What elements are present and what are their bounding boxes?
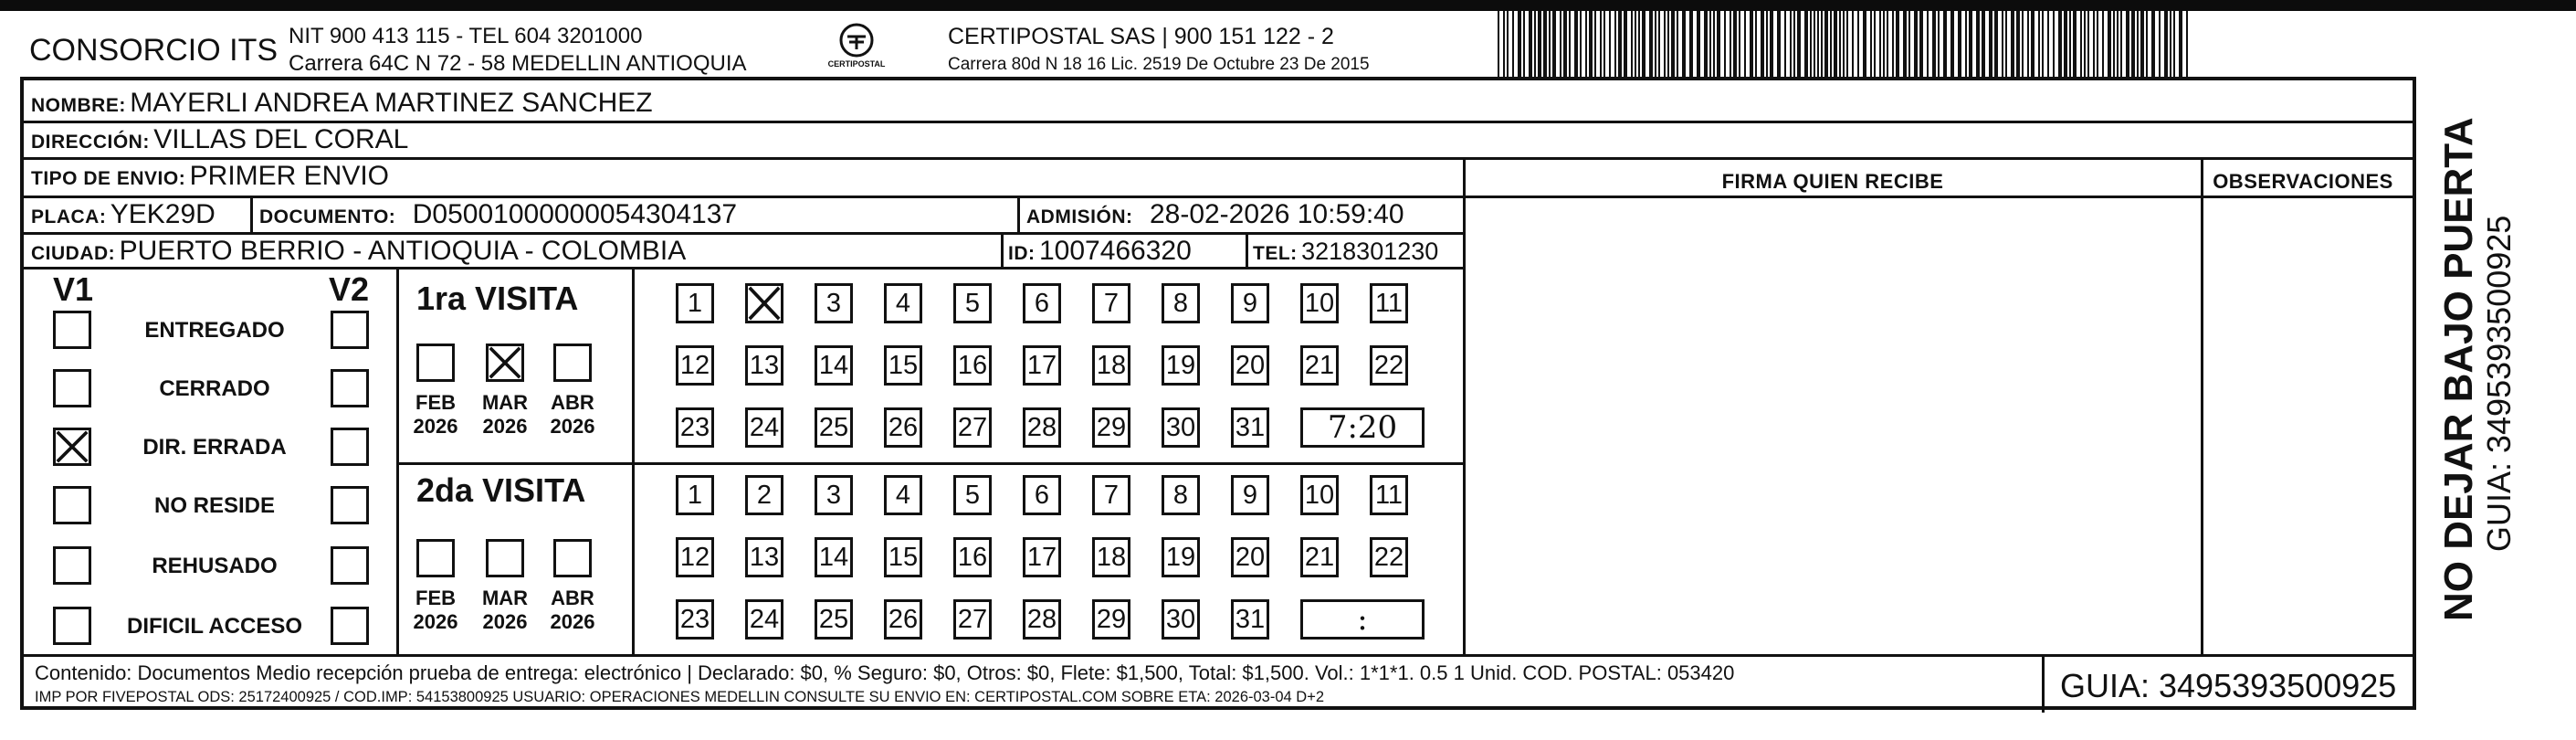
name-value: MAYERLI ANDREA MARTINEZ SANCHEZ bbox=[130, 88, 653, 118]
v1-checkbox[interactable] bbox=[53, 428, 91, 466]
day-box[interactable] bbox=[745, 283, 783, 323]
admission-value: 28-02-2026 10:59:40 bbox=[1149, 199, 1404, 229]
day-box[interactable]: 4 bbox=[884, 475, 922, 515]
day-box[interactable]: 3 bbox=[815, 475, 853, 515]
side-guia: GUIA: 3495393500925 bbox=[2480, 215, 2518, 552]
v1-header: V1 bbox=[53, 270, 94, 308]
day-box[interactable]: 16 bbox=[953, 537, 992, 577]
day-box[interactable]: 6 bbox=[1023, 283, 1061, 323]
month-label: FEB 2026 bbox=[413, 587, 458, 633]
day-box[interactable]: 14 bbox=[815, 537, 853, 577]
month-checkbox[interactable] bbox=[553, 344, 592, 382]
day-box[interactable]: 27 bbox=[953, 407, 992, 448]
day-box[interactable]: 15 bbox=[884, 345, 922, 386]
visit2-title: 2da VISITA bbox=[416, 471, 586, 509]
month-checkbox[interactable] bbox=[486, 539, 524, 577]
city-cell bbox=[31, 236, 686, 267]
day-box[interactable]: 5 bbox=[953, 475, 992, 515]
day-box[interactable]: 15 bbox=[884, 537, 922, 577]
logo-text: CERTIPOSTAL bbox=[827, 59, 886, 69]
footer-contents-line: Contenido: Documentos Medio recepción prueba de entrega: electrónico | Declarado: $0, % Seguro: $0, Otros: $0, Flete: $1,500, Total: $1,500. Vol.: 1*1*1. 0.5 1 Unid. COD. POSTAL: 053420 bbox=[35, 661, 1735, 684]
shipping-type-row bbox=[31, 161, 389, 192]
company-address-line: Carrera 64C N 72 - 58 MEDELLIN ANTIOQUIA bbox=[289, 51, 747, 76]
status-label: REHUSADO bbox=[152, 554, 278, 578]
day-box[interactable]: 7 bbox=[1092, 283, 1130, 323]
status-label: DIFICIL ACCESO bbox=[126, 614, 302, 639]
time-box[interactable]: 7:20 bbox=[1300, 407, 1425, 448]
month-checkbox[interactable] bbox=[486, 344, 524, 382]
v1-checkbox[interactable] bbox=[53, 369, 91, 407]
day-box[interactable]: 7 bbox=[1092, 475, 1130, 515]
name-label: NOMBRE: bbox=[31, 95, 126, 116]
day-box[interactable]: 13 bbox=[745, 345, 783, 386]
status-label: CERRADO bbox=[159, 376, 270, 401]
day-box[interactable]: 17 bbox=[1023, 345, 1061, 386]
city-label: CIUDAD: bbox=[31, 243, 116, 264]
check-mark-icon bbox=[489, 346, 521, 379]
day-box[interactable]: 31 bbox=[1231, 407, 1269, 448]
day-box[interactable]: 23 bbox=[676, 407, 714, 448]
carrier-line: CERTIPOSTAL SAS | 900 151 122 - 2 bbox=[948, 24, 1334, 49]
check-mark-icon bbox=[56, 430, 89, 463]
v2-checkbox[interactable] bbox=[331, 369, 369, 407]
day-box[interactable]: 9 bbox=[1231, 475, 1269, 515]
plate-label: PLACA: bbox=[31, 206, 107, 227]
month-label: FEB 2026 bbox=[413, 391, 458, 438]
scan-edge-bar bbox=[0, 0, 2576, 11]
day-box[interactable]: 4 bbox=[884, 283, 922, 323]
observations-area[interactable] bbox=[2204, 199, 2413, 652]
shipping-type-value: PRIMER ENVIO bbox=[189, 161, 390, 191]
month-label: ABR 2026 bbox=[550, 587, 595, 633]
day-box[interactable]: 9 bbox=[1231, 283, 1269, 323]
barcode bbox=[1498, 11, 2192, 82]
signature-header: FIRMA QUIEN RECIBE bbox=[1721, 170, 1944, 193]
day-box[interactable]: 6 bbox=[1023, 475, 1061, 515]
signature-area[interactable] bbox=[1467, 199, 2199, 652]
side-warning: NO DEJAR BAJO PUERTA bbox=[2436, 117, 2481, 621]
month-checkbox[interactable] bbox=[416, 344, 455, 382]
day-box[interactable]: 27 bbox=[953, 599, 992, 640]
day-box[interactable]: 20 bbox=[1231, 345, 1269, 386]
day-box[interactable]: 29 bbox=[1092, 407, 1130, 448]
v1-checkbox[interactable] bbox=[53, 311, 91, 349]
v1-checkbox[interactable] bbox=[53, 607, 91, 645]
document-label: DOCUMENTO: bbox=[259, 206, 396, 227]
status-label: DIR. ERRADA bbox=[142, 435, 287, 460]
day-box[interactable]: 13 bbox=[745, 537, 783, 577]
address-value: VILLAS DEL CORAL bbox=[153, 124, 409, 154]
day-box[interactable]: 8 bbox=[1162, 475, 1200, 515]
status-label: NO RESIDE bbox=[153, 493, 276, 518]
month-checkbox[interactable] bbox=[416, 539, 455, 577]
day-box[interactable]: 26 bbox=[884, 599, 922, 640]
day-box[interactable]: 8 bbox=[1162, 283, 1200, 323]
day-box[interactable]: 24 bbox=[745, 407, 783, 448]
shipping-type-label: TIPO DE ENVIO: bbox=[31, 168, 186, 189]
day-box[interactable]: 10 bbox=[1300, 283, 1339, 323]
check-mark-icon bbox=[748, 286, 781, 321]
day-box[interactable]: 22 bbox=[1370, 537, 1408, 577]
day-box[interactable]: 28 bbox=[1023, 407, 1061, 448]
certipostal-logo-icon bbox=[836, 22, 877, 58]
day-box[interactable]: 1 bbox=[676, 283, 714, 323]
day-box[interactable]: 18 bbox=[1092, 345, 1130, 386]
admission-label: ADMISIÓN: bbox=[1026, 206, 1133, 227]
day-box[interactable]: 19 bbox=[1162, 345, 1200, 386]
day-box[interactable]: 26 bbox=[884, 407, 922, 448]
day-box[interactable]: 11 bbox=[1370, 283, 1408, 323]
day-box[interactable]: 22 bbox=[1370, 345, 1408, 386]
v2-checkbox[interactable] bbox=[331, 607, 369, 645]
v1-checkbox[interactable] bbox=[53, 486, 91, 524]
day-box[interactable]: 21 bbox=[1300, 345, 1339, 386]
name-row bbox=[31, 88, 653, 119]
day-box[interactable]: 21 bbox=[1300, 537, 1339, 577]
day-box[interactable]: 30 bbox=[1162, 599, 1200, 640]
day-box[interactable]: 23 bbox=[676, 599, 714, 640]
day-box[interactable]: 2 bbox=[745, 475, 783, 515]
tel-label: TEL: bbox=[1253, 243, 1298, 264]
status-label: ENTREGADO bbox=[144, 318, 285, 343]
day-box[interactable]: 5 bbox=[953, 283, 992, 323]
address-label: DIRECCIÓN: bbox=[31, 132, 150, 153]
day-box[interactable]: 17 bbox=[1023, 537, 1061, 577]
day-box[interactable]: 3 bbox=[815, 283, 853, 323]
v1-checkbox[interactable] bbox=[53, 546, 91, 585]
observations-header: OBSERVACIONES bbox=[2213, 170, 2393, 193]
footer-guia-box: GUIA: 3495393500925 bbox=[2060, 667, 2397, 704]
company-name: CONSORCIO ITS bbox=[29, 33, 279, 68]
certipostal-logo bbox=[811, 22, 902, 73]
day-box[interactable]: 14 bbox=[815, 345, 853, 386]
day-box[interactable]: 29 bbox=[1092, 599, 1130, 640]
document-cell bbox=[259, 199, 737, 230]
plate-value: YEK29D bbox=[110, 199, 216, 229]
day-box[interactable]: 19 bbox=[1162, 537, 1200, 577]
v2-checkbox[interactable] bbox=[331, 311, 369, 349]
day-box[interactable]: 25 bbox=[815, 599, 853, 640]
address-row bbox=[31, 124, 408, 155]
id-cell bbox=[1008, 236, 1192, 267]
carrier-license-line: Carrera 80d N 18 16 Lic. 2519 De Octubre 23 De 2015 bbox=[948, 55, 1370, 74]
id-label: ID: bbox=[1008, 243, 1036, 264]
day-box[interactable]: 12 bbox=[676, 537, 714, 577]
day-box[interactable]: 12 bbox=[676, 345, 714, 386]
day-box[interactable]: 28 bbox=[1023, 599, 1061, 640]
day-box[interactable]: 16 bbox=[953, 345, 992, 386]
month-checkbox[interactable] bbox=[553, 539, 592, 577]
visit1-title: 1ra VISITA bbox=[416, 280, 579, 317]
day-box[interactable]: 18 bbox=[1092, 537, 1130, 577]
company-nit-line: NIT 900 413 115 - TEL 604 3201000 bbox=[289, 24, 643, 48]
day-box[interactable]: 20 bbox=[1231, 537, 1269, 577]
day-box[interactable]: 11 bbox=[1370, 475, 1408, 515]
day-box[interactable]: 31 bbox=[1231, 599, 1269, 640]
v2-checkbox[interactable] bbox=[331, 546, 369, 585]
id-value: 1007466320 bbox=[1038, 236, 1192, 266]
time-box[interactable]: : bbox=[1300, 599, 1425, 640]
v2-header: V2 bbox=[329, 270, 370, 308]
day-box[interactable]: 30 bbox=[1162, 407, 1200, 448]
day-box[interactable]: 24 bbox=[745, 599, 783, 640]
admission-cell bbox=[1026, 199, 1404, 230]
day-box[interactable]: 10 bbox=[1300, 475, 1339, 515]
v2-checkbox[interactable] bbox=[331, 486, 369, 524]
v2-checkbox[interactable] bbox=[331, 428, 369, 466]
tel-value: 3218301230 bbox=[1301, 238, 1439, 265]
day-box[interactable]: 1 bbox=[676, 475, 714, 515]
month-label: MAR 2026 bbox=[481, 391, 529, 438]
tel-cell bbox=[1253, 238, 1438, 266]
plate-cell bbox=[31, 199, 216, 230]
month-label: ABR 2026 bbox=[550, 391, 595, 438]
city-value: PUERTO BERRIO - ANTIOQUIA - COLOMBIA bbox=[119, 236, 687, 266]
document-value: D05001000000054304137 bbox=[412, 199, 738, 229]
month-label: MAR 2026 bbox=[481, 587, 529, 633]
footer-print-line: IMP POR FIVEPOSTAL ODS: 25172400925 / COD.IMP: 54153800925 USUARIO: OPERACIONES MEDELLIN CONSULTE SU ENVIO EN: CERTIPOSTAL.COM SOBRE ETA: 2026-03-04 D+2 bbox=[35, 689, 1325, 705]
day-box[interactable]: 25 bbox=[815, 407, 853, 448]
